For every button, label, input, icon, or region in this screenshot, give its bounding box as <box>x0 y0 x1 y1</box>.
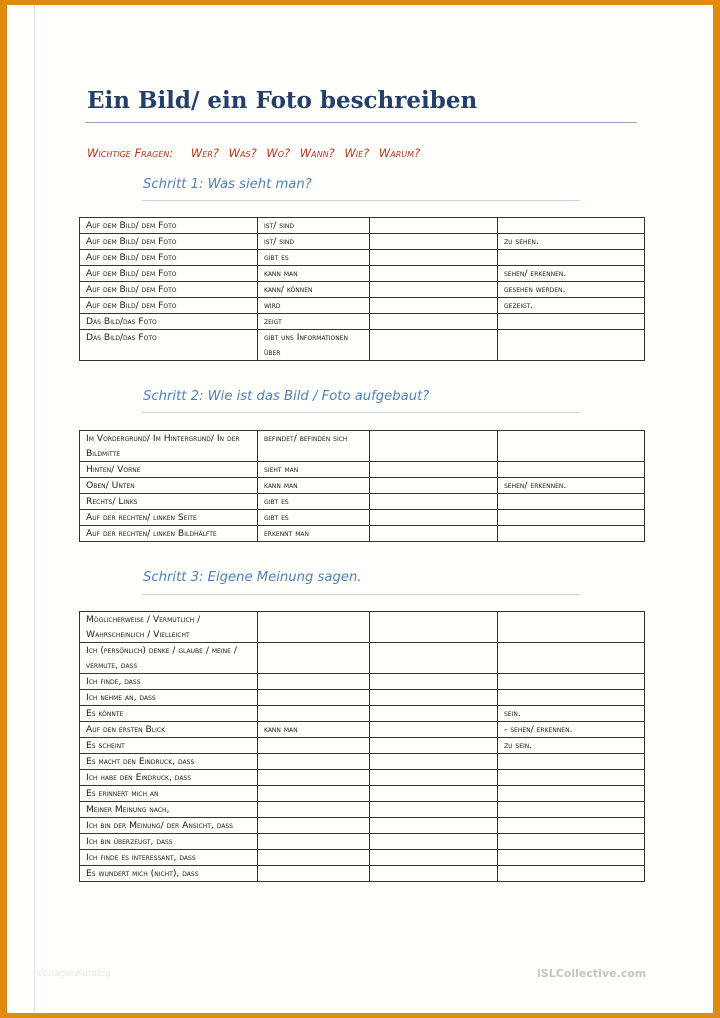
table-cell: kann man <box>258 478 370 494</box>
table-cell <box>370 266 498 282</box>
table-cell: Auf dem Bild/ dem Foto <box>80 282 258 298</box>
table-row <box>80 834 645 850</box>
table-row <box>80 866 645 882</box>
table-cell <box>258 786 370 802</box>
table-cell: gibt es <box>258 250 370 266</box>
margin-line <box>34 5 35 1013</box>
table-cell <box>258 770 370 786</box>
table-cell: Auf dem Bild/ dem Foto <box>80 234 258 250</box>
table-cell <box>498 754 645 770</box>
table-row <box>80 526 645 542</box>
table-cell <box>370 850 498 866</box>
question-was: Was? <box>228 146 257 160</box>
table-cell: Ich (persönlich) denke / glaube / meine / vermute, dass <box>80 643 258 674</box>
step-1-heading: Schritt 1: Was sieht man? <box>143 177 312 192</box>
table-step-1 <box>79 217 645 361</box>
table-cell: Ich nehme an, dass <box>80 690 258 706</box>
table-cell <box>370 754 498 770</box>
table-cell <box>498 770 645 786</box>
table-cell <box>498 643 645 674</box>
table-cell: kann man <box>258 266 370 282</box>
table-cell <box>370 478 498 494</box>
table-cell <box>370 802 498 818</box>
step-3-heading: Schritt 3: Eigene Meinung sagen. <box>143 570 362 585</box>
table-row <box>80 850 645 866</box>
table-cell: Auf der rechten/ linken Seite <box>80 510 258 526</box>
table-cell <box>498 786 645 802</box>
table-row <box>80 722 645 738</box>
table-cell: kann man <box>258 722 370 738</box>
table-cell <box>370 818 498 834</box>
table-cell <box>370 526 498 542</box>
table-cell <box>370 250 498 266</box>
table-row <box>80 250 645 266</box>
table-cell: gezeigt. <box>498 298 645 314</box>
table-cell: Auf dem Bild/ dem Foto <box>80 218 258 234</box>
table-cell <box>258 612 370 643</box>
table-cell <box>370 674 498 690</box>
table-cell <box>498 510 645 526</box>
table-cell <box>498 818 645 834</box>
table-row <box>80 266 645 282</box>
table-cell <box>370 722 498 738</box>
page-title: Ein Bild/ ein Foto beschreiben <box>87 87 478 114</box>
table-cell: Das Bild/das Foto <box>80 314 258 330</box>
table-cell <box>370 510 498 526</box>
table-cell: sein. <box>498 706 645 722</box>
table-row <box>80 510 645 526</box>
table-row <box>80 218 645 234</box>
table-cell: Auf dem Bild/ dem Foto <box>80 266 258 282</box>
table-row <box>80 314 645 330</box>
table-cell: wird <box>258 298 370 314</box>
table-cell <box>370 834 498 850</box>
table-row <box>80 282 645 298</box>
table-cell <box>370 612 498 643</box>
table-cell <box>370 330 498 361</box>
table-cell <box>498 494 645 510</box>
table-cell <box>258 834 370 850</box>
table-cell <box>498 674 645 690</box>
table-cell <box>498 431 645 462</box>
table-cell <box>258 738 370 754</box>
question-warum: Warum? <box>378 146 421 160</box>
table-cell: Es könnte <box>80 706 258 722</box>
table-cell: Es erinnert mich an <box>80 786 258 802</box>
table-cell: sieht man <box>258 462 370 478</box>
table-cell: Meiner Meinung nach, <box>80 802 258 818</box>
table-row <box>80 478 645 494</box>
table-row <box>80 690 645 706</box>
table-cell <box>370 298 498 314</box>
table-cell <box>498 866 645 882</box>
worksheet-page <box>7 5 713 1013</box>
step-2-rule <box>142 412 580 413</box>
question-wer: Wer? <box>190 146 219 160</box>
table-cell: gibt uns Informationen über <box>258 330 370 361</box>
table-cell: Auf den ersten Blick <box>80 722 258 738</box>
table-cell <box>258 690 370 706</box>
table-cell: Ich habe den Eindruck, dass <box>80 770 258 786</box>
table-cell: Das Bild/das Foto <box>80 330 258 361</box>
table-cell: Es scheint <box>80 738 258 754</box>
table-cell <box>370 770 498 786</box>
table-cell <box>498 834 645 850</box>
table-cell <box>370 643 498 674</box>
table-cell <box>258 818 370 834</box>
table-cell: erkennt man <box>258 526 370 542</box>
table-cell: zu sein. <box>498 738 645 754</box>
table-cell <box>258 643 370 674</box>
table-cell: Im Vordergrund/ Im Hintergrund/ In der Bildmitte <box>80 431 258 462</box>
table-step-3 <box>79 611 645 882</box>
table-cell: Auf dem Bild/ dem Foto <box>80 298 258 314</box>
question-wie: Wie? <box>344 146 370 160</box>
table-cell: ist/ sind <box>258 234 370 250</box>
table-cell <box>498 526 645 542</box>
table-cell <box>258 706 370 722</box>
table-cell <box>370 690 498 706</box>
table-cell <box>498 218 645 234</box>
table-cell: - sehen/ erkennen. <box>498 722 645 738</box>
table-cell <box>370 431 498 462</box>
table-row <box>80 643 645 674</box>
question-wann: Wann? <box>299 146 335 160</box>
title-underline <box>85 122 637 123</box>
table-cell <box>258 754 370 770</box>
table-cell: Oben/ Unten <box>80 478 258 494</box>
table-cell <box>498 802 645 818</box>
table-cell: sehen/ erkennen. <box>498 478 645 494</box>
table-cell <box>370 462 498 478</box>
table-cell <box>498 330 645 361</box>
table-cell <box>498 314 645 330</box>
table-cell: kann/ können <box>258 282 370 298</box>
table-row <box>80 234 645 250</box>
table-cell <box>498 612 645 643</box>
table-step-2 <box>79 430 645 542</box>
footer-watermark-left: VorlagenKatalog <box>37 969 111 979</box>
table-cell: Rechts/ Links <box>80 494 258 510</box>
table-cell <box>370 738 498 754</box>
table-cell: Es macht den Eindruck, dass <box>80 754 258 770</box>
table-row <box>80 802 645 818</box>
step-1-rule <box>142 200 580 201</box>
table-cell: zu sehen. <box>498 234 645 250</box>
table-cell: Ich finde es interessant, dass <box>80 850 258 866</box>
table-cell <box>258 802 370 818</box>
table-cell <box>370 786 498 802</box>
table-cell <box>370 234 498 250</box>
table-cell <box>370 282 498 298</box>
table-row <box>80 706 645 722</box>
footer-watermark-right: iSLCollective.com <box>537 967 647 980</box>
table-row <box>80 770 645 786</box>
table-row <box>80 431 645 462</box>
table-cell: ist/ sind <box>258 218 370 234</box>
table-cell: befindet/ befinden sich <box>258 431 370 462</box>
table-row <box>80 462 645 478</box>
table-row <box>80 674 645 690</box>
table-cell <box>498 850 645 866</box>
table-cell: gesehen werden. <box>498 282 645 298</box>
table-row <box>80 786 645 802</box>
step-2-heading: Schritt 2: Wie ist das Bild / Foto aufgebaut? <box>143 389 430 404</box>
question-wo: Wo? <box>266 146 291 160</box>
table-cell: gibt es <box>258 510 370 526</box>
table-cell: Es wundert mich (nicht), dass <box>80 866 258 882</box>
table-cell <box>258 866 370 882</box>
table-row <box>80 612 645 643</box>
table-row <box>80 738 645 754</box>
important-questions <box>87 146 426 160</box>
table-cell: Ich bin der Meinung/ der Ansicht, dass <box>80 818 258 834</box>
table-row <box>80 494 645 510</box>
table-cell: Auf der rechten/ linken Bildhälfte <box>80 526 258 542</box>
table-cell <box>498 690 645 706</box>
table-cell: Ich bin überzeugt, dass <box>80 834 258 850</box>
table-cell <box>370 866 498 882</box>
table-cell <box>498 462 645 478</box>
table-row <box>80 754 645 770</box>
table-cell: sehen/ erkennen. <box>498 266 645 282</box>
step-3-rule <box>142 594 580 595</box>
table-cell <box>370 314 498 330</box>
table-cell <box>258 850 370 866</box>
table-cell <box>370 706 498 722</box>
table-cell: Hinten/ Vorne <box>80 462 258 478</box>
questions-lead: Wichtige Fragen: <box>87 146 174 160</box>
table-cell <box>370 218 498 234</box>
table-cell <box>370 494 498 510</box>
table-cell <box>258 674 370 690</box>
table-row <box>80 298 645 314</box>
table-row <box>80 818 645 834</box>
table-cell: Möglicherweise / Vermutlich / Wahrscheinlich / Vielleicht <box>80 612 258 643</box>
table-cell: Ich finde, dass <box>80 674 258 690</box>
table-cell: Auf dem Bild/ dem Foto <box>80 250 258 266</box>
table-row <box>80 330 645 361</box>
table-cell <box>498 250 645 266</box>
table-cell: gibt es <box>258 494 370 510</box>
table-cell: zeigt <box>258 314 370 330</box>
